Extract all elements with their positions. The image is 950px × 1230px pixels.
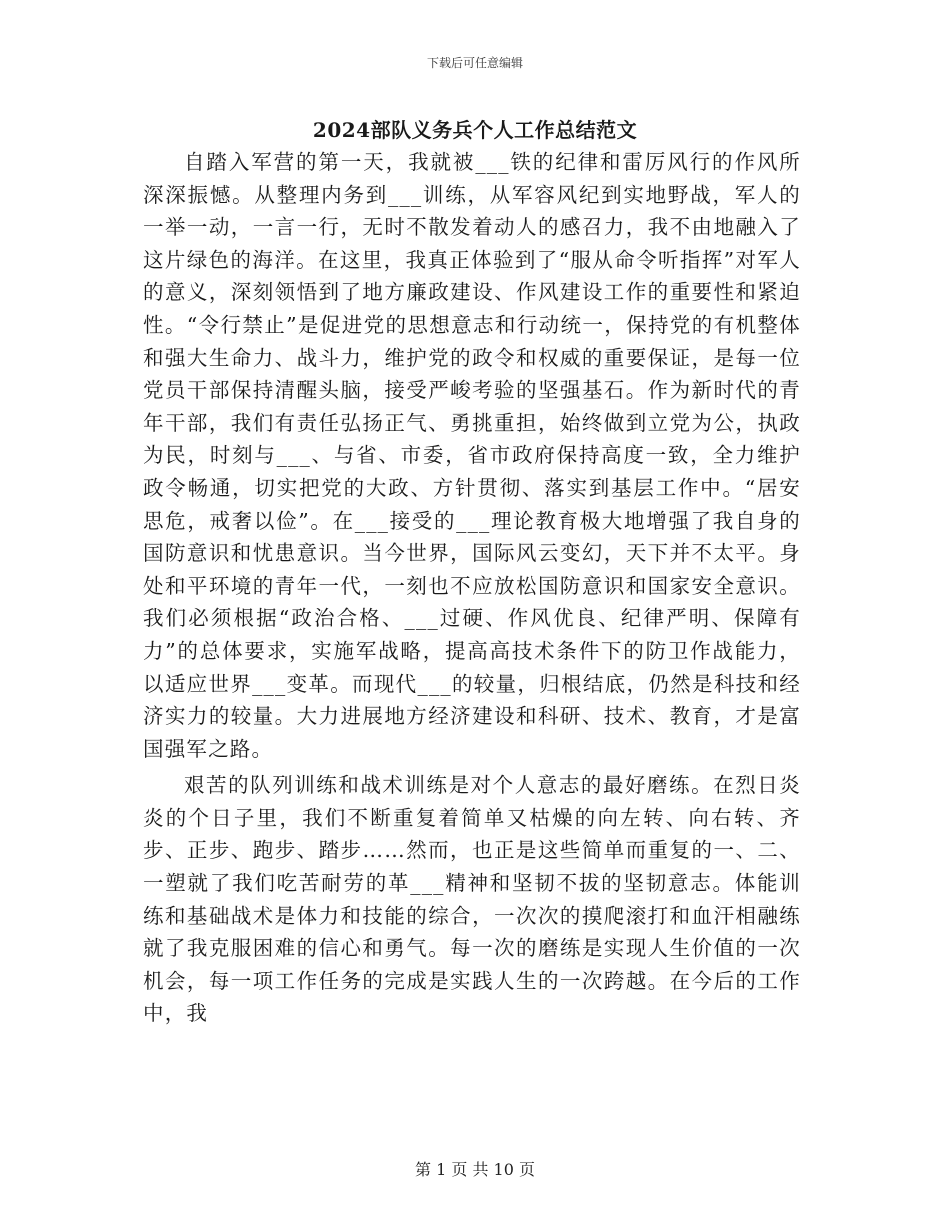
page-header-note: 下载后可任意编辑: [426, 56, 523, 70]
document-title: 2024部队义务兵个人工作总结范文: [312, 118, 638, 142]
paragraph-2: 艰苦的队列训练和战术训练是对个人意志的最好磨练。在烈日炎炎的个日子里，我们不断重复着简单又枯燥的向左转、向右转、齐步、正步、跑步、踏步……然而，也正是这些简单而重复的一、二、一塑就了我们吃苦耐劳的革___精神和坚韧不拔的坚韧意志。体能训练和基础战术是体力和技能的综合，一次次的摸爬滚打和血汗相融练就了我克服困难的信心和勇气。每一次的磨练是实现人生价值的一次机会，每一项工作任务的完成是实践人生的一次跨越。在今后的工作中，我: [143, 773, 801, 1026]
paragraph-1: 自踏入军营的第一天，我就被___铁的纪律和雷厉风行的作风所深深振憾。从整理内务到___训练，从军容风纪到实地野战，军人的一举一动，一言一行，无时不散发着动人的感召力，我不由地融入了这片绿色的海洋。在这里，我真正体验到了“服从命令听指挥”对军人的意义，深刻领悟到了地方廉政建设、作风建设工作的重要性和紧迫性。“令行禁止”是促进党的思想意志和行动统一，保持党的有机整体和强大生命力、战斗力，维护党的政令和权威的重要保证，是每一位党员干部保持清醒头脑，接受严峻考验的坚强基石。作为新时代的青年干部，我们有责任弘扬正气、勇挑重担，始终做到立党为公，执政为民，时刻与___、与省、市委，省市政府保持高度一致，全力维护政令畅通，切实把党的大政、方针贯彻、落实到基层工作中。“居安思危，戒奢以俭”。在___接受的___理论教育极大地增强了我自身的国防意识和忧患意识。当今世界，国际风云变幻，天下并不太平。身处和平环境的青年一代，一刻也不应放松国防意识和国家安全意识。我们必须根据“政治合格、___过硬、作风优良、纪律严明、保障有力”的总体要求，实施军战略，提高高技术条件下的防卫作战能力，以适应世界___变革。而现代___的较量，归根结底，仍然是科技和经济实力的较量。大力进展地方经济建设和科研、技术、教育，才是富国强军之路。: [143, 150, 801, 761]
page-number-footer: 第 1 页 共 10 页: [415, 1160, 535, 1179]
document-body: [143, 146, 801, 1030]
